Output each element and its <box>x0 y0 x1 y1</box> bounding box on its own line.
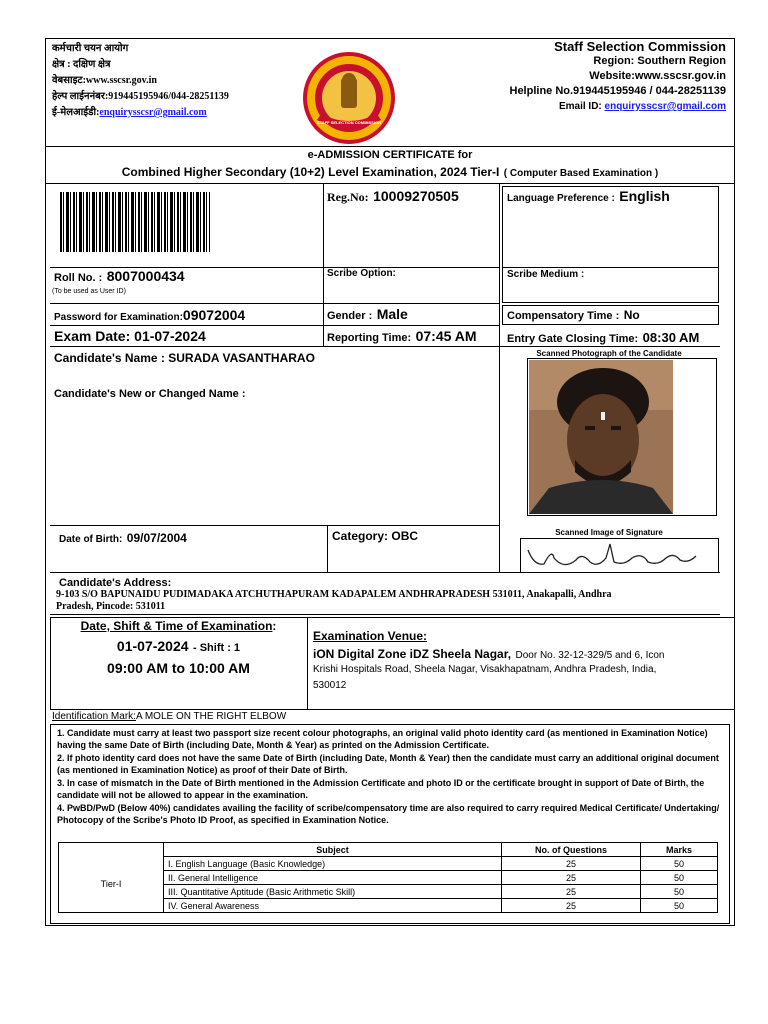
exam-date-value: 01-07-2024 <box>134 328 206 344</box>
header-english <box>510 39 727 114</box>
schedule-time: 09:00 AM to 10:00 AM <box>107 660 250 676</box>
entry-gate-value: 08:30 AM <box>642 330 700 345</box>
grid-line <box>50 325 500 326</box>
subject-cell: II. General Intelligence <box>164 871 502 885</box>
grid-line <box>307 617 308 709</box>
marks-cell: 50 <box>641 899 718 913</box>
roll-no-value: 8007000434 <box>106 268 185 284</box>
certificate-title: e-ADMISSION CERTIFICATE for <box>307 149 473 161</box>
grid-line <box>50 572 720 573</box>
compensatory-value: No <box>623 308 640 322</box>
candidate-name: Candidate's Name : SURADA VASANTHARAO <box>54 351 315 365</box>
questions-cell: 25 <box>502 885 641 899</box>
venue-addr3: 530012 <box>313 680 347 691</box>
english-helpline: Helpline No.919445195946 / 044-28251139 <box>509 85 726 97</box>
ssc-logo <box>303 52 395 144</box>
header-divider <box>45 146 735 147</box>
instruction-item: 2. If photo identity card does not have the same Date of Birth (including Date, Month & Year) then the candidate must carry an additional original document (as mentioned in Examination Notice) as proof of their Date of Birth. <box>57 753 719 775</box>
english-website: Website:www.sscsr.gov.in <box>589 70 726 82</box>
grid-line <box>499 346 500 572</box>
schedule-date <box>50 638 307 656</box>
english-email-row: Email ID: enquirysscsr@gmail.com <box>558 101 726 112</box>
identification-mark: Identification Mark:A MOLE ON THE RIGHT ELBOW <box>52 711 287 722</box>
schedule-shift: - Shift : 1 <box>193 642 241 654</box>
logo-text: STAFF SELECTION COMMISSION <box>317 120 381 125</box>
hindi-email-row: ई-मेलआईडी:enquirysscsr@gmail.com <box>52 107 207 118</box>
english-org: Staff Selection Commission <box>554 39 726 54</box>
category: Category: OBC <box>332 529 419 543</box>
hindi-org: कर्मचारी चयन आयोग <box>52 43 129 54</box>
gender-value: Male <box>376 306 408 322</box>
scribe-medium: Scribe Medium : <box>507 269 585 280</box>
schedule-date-value: 01-07-2024 <box>116 638 189 654</box>
exam-mode: ( Computer Based Examination ) <box>503 168 659 179</box>
address-label: Candidate's Address: <box>59 577 172 589</box>
header-questions: No. of Questions <box>502 843 641 857</box>
marks-cell: 50 <box>641 871 718 885</box>
tier-label: Tier-I <box>59 857 164 913</box>
instruction-item: 3. In case of mismatch in the Date of Birth mentioned in the Admission Certificate and photo ID or the certificate brought in support of Date of Birth, the candidate will not be allowed to appear in the examination. <box>57 778 705 800</box>
reg-no: Reg.No: 10009270505 <box>327 188 459 204</box>
roll-no-note: (To be used as User ID) <box>52 288 126 295</box>
header-marks: Marks <box>641 843 718 857</box>
grid-line <box>50 614 720 615</box>
venue-heading: Examination Venue: <box>313 629 428 643</box>
subject-cell: III. Quantitative Aptitude (Basic Arithmetic Skill) <box>164 885 502 899</box>
english-region: Region: Southern Region <box>593 55 726 67</box>
grid-line <box>50 303 500 304</box>
exam-date: Exam Date: 01-07-2024 <box>54 328 206 344</box>
grid-line <box>50 525 500 526</box>
hindi-website: वेबसाइट:www.sscsr.gov.in <box>52 75 157 86</box>
new-name-label: Candidate's New or Changed Name : <box>54 388 246 400</box>
exam-name-row <box>45 163 735 181</box>
instructions <box>57 727 723 827</box>
grid-line <box>499 183 500 347</box>
reg-no-value: 10009270505 <box>373 188 459 204</box>
title-divider <box>45 183 735 184</box>
address-line-1: 9-103 S/O BAPUNAIDU PUDIMADAKA ATCHUTHAPURAM KADAPALEM ANDHRAPRADESH 531011, Anakapalli, Andhra <box>56 589 612 600</box>
category-value: OBC <box>391 529 419 543</box>
exam-name: Combined Higher Secondary (10+2) Level Examination, 2024 Tier-I <box>121 165 500 179</box>
hindi-email-link[interactable]: enquirysscsr@gmail.com <box>99 107 207 118</box>
signature-image <box>524 540 714 572</box>
grid-line <box>50 709 735 710</box>
instruction-item: 1. Candidate must carry at least two passport size recent colour photographs, an original valid photo identity card (as mentioned in Examination Notice) having the same Date of Birth (including Date, Month & Year) as printed on the Admission Certificate. <box>57 728 708 750</box>
questions-cell: 25 <box>502 871 641 885</box>
hindi-region: क्षेत्र : दक्षिण क्षेत्र <box>52 59 111 70</box>
scribe-option: Scribe Option: <box>327 268 396 279</box>
venue-name: iON Digital Zone iDZ Sheela Nagar, <box>313 647 512 661</box>
language-preference: Language Preference : English <box>507 188 670 204</box>
language-value: English <box>619 188 670 204</box>
password: Password for Examination:09072004 <box>54 307 246 323</box>
english-email-link[interactable]: enquirysscsr@gmail.com <box>604 101 726 112</box>
signature-caption: Scanned Image of Signature <box>555 528 663 537</box>
candidate-photo <box>529 360 673 514</box>
roll-no: Roll No. : 8007000434 <box>54 268 185 284</box>
header-hindi <box>52 41 229 121</box>
questions-cell: 25 <box>502 857 641 871</box>
entry-gate-closing: Entry Gate Closing Time: 08:30 AM <box>507 330 700 345</box>
photo-caption: Scanned Photograph of the Candidate <box>536 349 682 358</box>
subject-cell: IV. General Awareness <box>164 899 502 913</box>
venue-name-row <box>313 645 664 663</box>
header-subject: Subject <box>164 843 502 857</box>
venue-addr1: Door No. 32-12-329/5 and 6, Icon <box>515 650 665 661</box>
address-line-2: Pradesh, Pincode: 531011 <box>56 601 166 612</box>
venue-addr2: Krishi Hospitals Road, Sheela Nagar, Visakhapatnam, Andhra Pradesh, India, <box>313 664 657 675</box>
compensatory-time: Compensatory Time : No <box>507 308 640 322</box>
subject-cell: I. English Language (Basic Knowledge) <box>164 857 502 871</box>
instruction-item: 4. PwBD/PwD (Below 40%) candidates availing the facility of scribe/compensatory time are also required to carry required Medical Certificate/ Undertaking/ Photocopy of the Scribe's Photo ID Proof, as specified in Examination Notice. <box>57 803 720 825</box>
gender: Gender : Male <box>327 306 408 322</box>
schedule-heading: Date, Shift & Time of Examination: <box>80 619 277 633</box>
table-row <box>59 843 718 857</box>
hindi-helpline: हेल्प लाईननंबर:919445195946/044-28251139 <box>52 91 229 102</box>
reporting-time-value: 07:45 AM <box>415 328 477 344</box>
reporting-time: Reporting Time: 07:45 AM <box>327 328 477 344</box>
grid-line <box>327 525 328 572</box>
marks-cell: 50 <box>641 885 718 899</box>
date-of-birth: Date of Birth: 09/07/2004 <box>59 531 187 545</box>
questions-cell: 25 <box>502 899 641 913</box>
identification-value: A MOLE ON THE RIGHT ELBOW <box>135 711 287 722</box>
marks-cell: 50 <box>641 857 718 871</box>
table-row <box>59 857 718 871</box>
barcode-image <box>60 192 210 252</box>
candidate-name-value: SURADA VASANTHARAO <box>168 351 315 365</box>
password-value: 09072004 <box>182 307 246 323</box>
dob-value: 09/07/2004 <box>126 531 187 545</box>
subject-table <box>58 842 718 913</box>
grid-line <box>323 183 324 347</box>
grid-line <box>50 346 720 347</box>
grid-line <box>50 617 735 618</box>
